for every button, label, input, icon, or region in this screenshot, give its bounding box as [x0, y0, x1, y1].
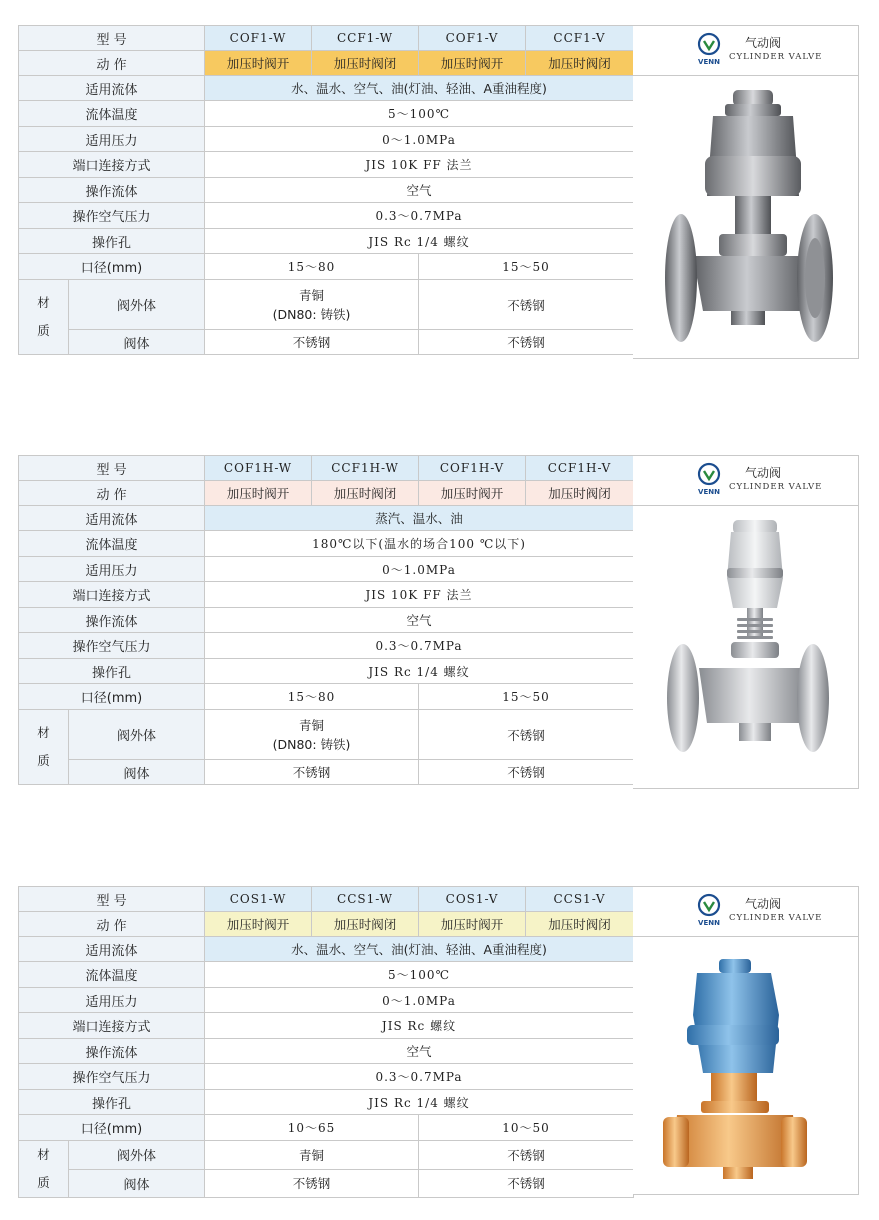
op-fluid-label: 操作流体: [19, 1039, 205, 1064]
temp-value: 5～100℃: [205, 962, 634, 988]
inner-body-w-value: 不锈钢: [205, 330, 419, 355]
valve-photo: [653, 86, 843, 354]
action-label: 动 作: [19, 51, 205, 76]
pressure-value: 0～1.0MPa: [205, 988, 634, 1013]
op-port-label: 操作孔: [19, 1090, 205, 1115]
threaded-valve-icon: [653, 955, 843, 1191]
op-air-value: 0.3～0.7MPa: [205, 1064, 634, 1090]
spec-block-cof1h: [18, 455, 859, 789]
logo-text: VENN: [698, 58, 720, 66]
connection-value: JIS 10K FF 法兰: [205, 152, 634, 178]
outer-body-label: 阀外体: [69, 710, 205, 760]
inner-body-v-value: 不锈钢: [419, 1169, 634, 1198]
op-air-value: 0.3～0.7MPa: [205, 203, 634, 229]
model-label: 型 号: [19, 456, 205, 481]
action-cell: 加压时阀闭: [312, 912, 419, 937]
model-cell: CCS1-V: [526, 887, 634, 912]
size-w-value: 15～80: [205, 254, 419, 280]
inner-body-label: 阀体: [69, 330, 205, 355]
inner-body-v-value: 不锈钢: [419, 760, 634, 785]
fluid-label: 适用流体: [19, 937, 205, 962]
action-cell: 加压时阀闭: [526, 912, 634, 937]
pressure-value: 0～1.0MPa: [205, 127, 634, 152]
outer-body-w-value: 青铜: [205, 1141, 419, 1170]
valve-photo: [653, 955, 843, 1191]
spec-block-cos1: [18, 886, 859, 1195]
temp-value: 5～100℃: [205, 101, 634, 127]
action-cell: 加压时阀闭: [312, 481, 419, 506]
temp-label: 流体温度: [19, 101, 205, 127]
fluid-value: 水、温水、空气、油(灯油、轻油、A重油程度): [205, 76, 634, 101]
product-panel: [633, 455, 859, 789]
steam-valve-icon: [653, 518, 843, 780]
fluid-value: 蒸汽、温水、油: [205, 506, 634, 531]
pressure-label: 适用压力: [19, 127, 205, 152]
product-subtitle: CYLINDER VALVE: [729, 52, 823, 62]
model-cell: COF1H-V: [419, 456, 526, 481]
op-port-value: JIS Rc 1/4 螺纹: [205, 229, 634, 254]
temp-label: 流体温度: [19, 531, 205, 557]
spec-table-cof1h: [18, 455, 634, 785]
size-w-value: 10～65: [205, 1115, 419, 1141]
model-cell: CCS1-W: [312, 887, 419, 912]
size-v-value: 15～50: [419, 684, 634, 710]
material-label: 材 质: [19, 1141, 69, 1198]
logo-text: VENN: [698, 488, 720, 496]
material-label: 材 质: [19, 710, 69, 785]
op-air-label: 操作空气压力: [19, 1064, 205, 1090]
spec-block-cof1: [18, 25, 859, 359]
venn-logo-icon: [693, 32, 725, 58]
op-fluid-value: 空气: [205, 178, 634, 203]
op-port-value: JIS Rc 1/4 螺纹: [205, 1090, 634, 1115]
op-port-label: 操作孔: [19, 229, 205, 254]
venn-logo-icon: [693, 893, 725, 919]
brand-header: [633, 456, 858, 506]
action-cell: 加压时阀闭: [312, 51, 419, 76]
product-subtitle: CYLINDER VALVE: [729, 913, 823, 923]
fluid-label: 适用流体: [19, 506, 205, 531]
op-air-label: 操作空气压力: [19, 203, 205, 229]
inner-body-w-value: 不锈钢: [205, 1169, 419, 1198]
product-title: 气动阀: [745, 897, 782, 911]
action-cell: 加压时阀开: [205, 51, 312, 76]
action-label: 动 作: [19, 912, 205, 937]
outer-body-v-value: 不锈钢: [419, 280, 634, 330]
connection-label: 端口连接方式: [19, 1013, 205, 1039]
brand-header: [633, 887, 858, 937]
product-title: 气动阀: [745, 466, 782, 480]
valve-photo: [653, 518, 843, 780]
op-fluid-value: 空气: [205, 608, 634, 633]
size-label: 口径(mm): [19, 254, 205, 280]
action-cell: 加压时阀开: [419, 51, 526, 76]
venn-logo-icon: [693, 462, 725, 488]
outer-body-label: 阀外体: [69, 1141, 205, 1170]
connection-value: JIS 10K FF 法兰: [205, 582, 634, 608]
inner-body-w-value: 不锈钢: [205, 760, 419, 785]
inner-body-v-value: 不锈钢: [419, 330, 634, 355]
inner-body-label: 阀体: [69, 1169, 205, 1198]
temp-label: 流体温度: [19, 962, 205, 988]
venn-logo: [693, 893, 723, 927]
outer-body-w-value: 青铜 (DN80: 铸铁): [205, 710, 419, 760]
op-air-label: 操作空气压力: [19, 633, 205, 659]
model-label: 型 号: [19, 887, 205, 912]
product-panel: [633, 886, 859, 1195]
action-cell: 加压时阀闭: [526, 481, 634, 506]
model-cell: COF1-V: [419, 26, 526, 51]
model-row: [19, 26, 634, 51]
fluid-label: 适用流体: [19, 76, 205, 101]
venn-logo: [693, 32, 723, 66]
logo-text: VENN: [698, 919, 720, 927]
model-cell: COS1-W: [205, 887, 312, 912]
outer-body-w-value: 青铜 (DN80: 铸铁): [205, 280, 419, 330]
product-title: 气动阀: [745, 36, 782, 50]
connection-label: 端口连接方式: [19, 152, 205, 178]
op-fluid-value: 空气: [205, 1039, 634, 1064]
size-w-value: 15～80: [205, 684, 419, 710]
op-fluid-label: 操作流体: [19, 608, 205, 633]
spec-table-cos1: [18, 886, 634, 1198]
venn-logo: [693, 462, 723, 496]
temp-value: 180℃以下(温水的场合100 ℃以下): [205, 531, 634, 557]
size-v-value: 10～50: [419, 1115, 634, 1141]
material-label: 材 质: [19, 280, 69, 355]
op-port-value: JIS Rc 1/4 螺纹: [205, 659, 634, 684]
model-label: 型 号: [19, 26, 205, 51]
op-port-label: 操作孔: [19, 659, 205, 684]
inner-body-label: 阀体: [69, 760, 205, 785]
model-cell: CCF1-V: [526, 26, 634, 51]
model-cell: CCF1H-W: [312, 456, 419, 481]
action-cell: 加压时阀开: [205, 912, 312, 937]
connection-label: 端口连接方式: [19, 582, 205, 608]
model-cell: COS1-V: [419, 887, 526, 912]
size-label: 口径(mm): [19, 1115, 205, 1141]
outer-body-label: 阀外体: [69, 280, 205, 330]
model-cell: CCF1-W: [312, 26, 419, 51]
action-cell: 加压时阀闭: [526, 51, 634, 76]
brand-header: [633, 26, 858, 76]
product-panel: [633, 25, 859, 359]
size-v-value: 15～50: [419, 254, 634, 280]
outer-body-v-value: 不锈钢: [419, 1141, 634, 1170]
op-air-value: 0.3～0.7MPa: [205, 633, 634, 659]
outer-body-v-value: 不锈钢: [419, 710, 634, 760]
product-subtitle: CYLINDER VALVE: [729, 482, 823, 492]
spec-table-cof1: [18, 25, 634, 355]
op-fluid-label: 操作流体: [19, 178, 205, 203]
pressure-label: 适用压力: [19, 557, 205, 582]
flanged-valve-icon: [653, 86, 843, 354]
action-cell: 加压时阀开: [419, 481, 526, 506]
connection-value: JIS Rc 螺纹: [205, 1013, 634, 1039]
pressure-value: 0～1.0MPa: [205, 557, 634, 582]
size-label: 口径(mm): [19, 684, 205, 710]
action-label: 动 作: [19, 481, 205, 506]
fluid-value: 水、温水、空气、油(灯油、轻油、A重油程度): [205, 937, 634, 962]
action-cell: 加压时阀开: [205, 481, 312, 506]
model-cell: CCF1H-V: [526, 456, 634, 481]
pressure-label: 适用压力: [19, 988, 205, 1013]
model-cell: COF1-W: [205, 26, 312, 51]
action-row: [19, 51, 634, 76]
model-cell: COF1H-W: [205, 456, 312, 481]
action-cell: 加压时阀开: [419, 912, 526, 937]
